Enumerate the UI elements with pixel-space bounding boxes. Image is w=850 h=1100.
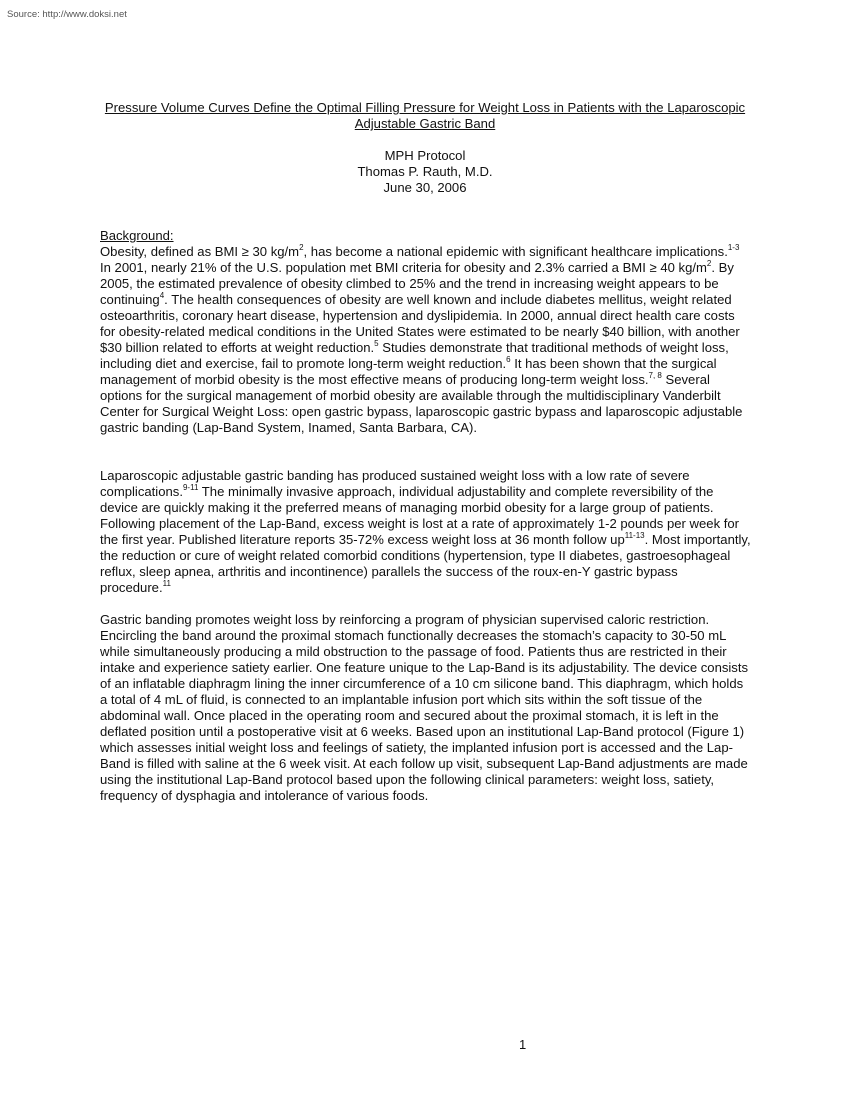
protocol-label: MPH Protocol [384, 148, 466, 163]
background-heading: Background: [100, 228, 174, 243]
paragraph-1: Obesity, defined as BMI ≥ 30 $kg/m^2$, has become a national epidemic with significant healthcare implications.$^{1-3}$ In 2001, nearly 21% of the U.S. population met BMI criteria for obesity and 2.3% carried a BMI ≥ 40 $kg/m^2$. By 2005, the estimated prevalence of obesity climbed to 25% and the trend in increasing weight appears to be continuing$^4$. The health consequences of obesity are well known and include diabetes mellitus, weight related osteoarthritis, coronary heart disease, hypertension and dyslipidemia. In 2000, annual direct health care costs for obesity-related medical conditions in the United States were estimated to be nearly $40 billion, with another $30 billion related to efforts at weight reduction.$^5$ Studies demonstrate that traditional methods of weight loss, including diet and exercise, fail to promote long-term weight reduction.$^6$ It has been shown that the surgical management of morbid obesity is the most effective means of producing long-term weight loss.$^{7, 8}$ Several options for the surgical management of morbid obesity are available through the multidisciplinary Vanderbilt Center for Surgical Weight Loss: open gastric bypass, laparoscopic gastric bypass and laparoscopic adjustable gastric banding (Lap-Band System, Inamed, Santa Barbara, CA). [100, 242, 743, 435]
paragraph-2: Laparoscopic adjustable gastric banding has produced sustained weight loss with a low rate of severe complications.$^{9-11}$ The minimally invasive approach, individual adjustability and complete reversibility of the device are quickly making it the preferred means of managing morbid obesity for a large group of patients. Following placement of the Lap-Band, excess weight is lost at a rate of approximately 1-2 pounds per week for the first year. Published literature reports 35-72% excess weight loss at 36 month follow $up^{11-13}$. Most importantly, the reduction or cure of weight related comorbid conditions (hypertension, type II diabetes, gastroesophageal reflux, sleep apnea, arthritis and incontinence) parallels the success of the roux-en-Y gastric bypass procedure.$^{11}$ [100, 468, 751, 595]
paragraph-3: Gastric banding promotes weight loss by reinforcing a program of physician supervised caloric restriction. Encircling the band around the proximal stomach functionally decreases the stomach’s capacity to 30-50 mL while simultaneously producing a mild obstruction to the passage of food. Patients thus are restricted in their intake and experience satiety earlier. One feature unique to the Lap-Band is its adjustability. The device consists of an inflatable diaphragm lining the inner circumference of a 10 cm silicone band. This diaphragm, which holds a total of 4 mL of fluid, is connected to an implantable infusion port which sits within the soft tissue of the abdominal wall. Once placed in the operating room and secured about the proximal stomach, it is left in the deflated position until a postoperative visit at 6 weeks. Based upon an institutional Lap-Band protocol (Figure 1) which assesses initial weight loss and feelings of satiety, the implanted infusion port is accessed and the Lap-Band is filled with saline at the 6 week visit. At each follow up visit, subsequent Lap-Band adjustments are made using the institutional Lap-Band protocol based upon the following clinical parameters: weight loss, satiety, frequency of dysphagia and intolerance of various foods. [100, 612, 749, 803]
paragraph-3-block [100, 612, 752, 804]
source-label: Source: http://www.doksi.net [7, 9, 127, 20]
document-date: June 30, 2006 [383, 180, 467, 195]
page-number: 1 [519, 1037, 527, 1052]
background-section [100, 228, 752, 436]
document-meta [100, 148, 750, 196]
author-name: Thomas P. Rauth, M.D. [357, 164, 493, 179]
paragraph-2-block [100, 468, 752, 596]
document-title: Pressure Volume Curves Define the Optimal Filling Pressure for Weight Loss in Patients with the Laparoscopic Adjustable Gastric Band [104, 100, 746, 131]
